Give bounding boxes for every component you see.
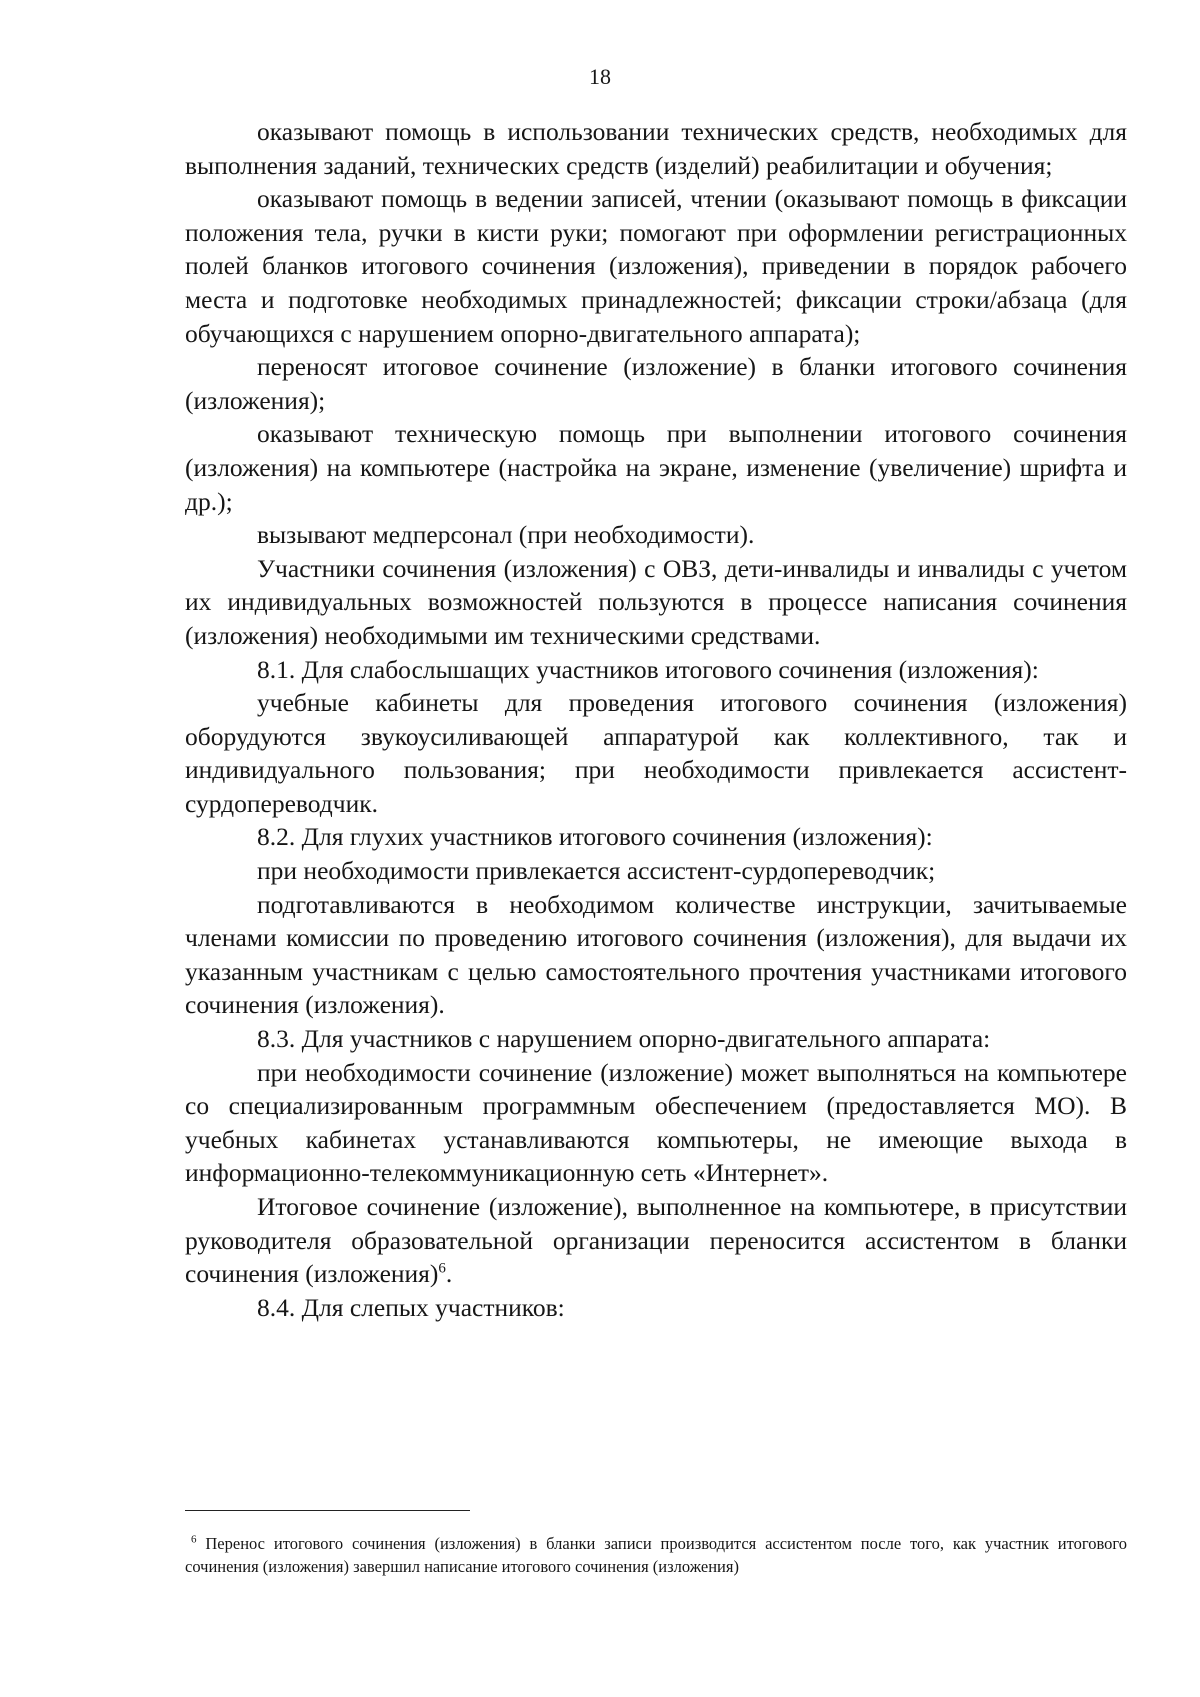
footnote-separator [185,1510,470,1511]
section-heading: 8.2. Для глухих участников итогового сочинения (изложения): [257,822,933,852]
paragraph: оказывают помощь в ведении записей, чтении (оказывают помощь в фиксации положения тела, ручки в кисти руки; помогают при оформлении регистрационных полей бланков итогового сочинения (изложения), приведении в порядок рабочего места и подготовке необходимых принадлежностей; фиксации строки/абзаца (для обучающихся с нарушением опорно-двигательного аппарата); [185,184,1127,348]
section-heading: 8.1. Для слабослышащих участников итогового сочинения (изложения): [257,654,1039,684]
section-heading: 8.4. Для слепых участников: [257,1292,565,1322]
paragraph: при необходимости привлекается ассистент-сурдопереводчик; [257,856,936,886]
paragraph: вызывают медперсонал (при необходимости). [257,520,755,550]
footnote [185,1532,1127,1578]
paragraph-text: Итоговое сочинение (изложение), выполненное на компьютере, в присутствии руководителя образовательной организации переносится ассистентом в бланки сочинения (изложения) [185,1192,1127,1289]
paragraph: подготавливаются в необходимом количестве инструкции, зачитываемые членами комиссии по проведению итогового сочинения (изложения), для выдачи их указанным участникам с целью самостоятельного прочтения участниками итогового сочинения (изложения). [185,889,1127,1020]
body-text [185,115,1127,1324]
paragraph: оказывают помощь в использовании технических средств, необходимых для выполнения заданий, технических средств (изделий) реабилитации и обучения; [185,117,1127,180]
paragraph: оказывают техническую помощь при выполнении итогового сочинения (изложения) на компьютере (настройка на экране, изменение (увеличение) шрифта и др.); [185,419,1127,516]
footnote-marker: 6 [191,1533,197,1546]
paragraph-with-footnote-ref [185,1190,1127,1291]
footnote-text: Перенос итогового сочинения (изложения) в бланки записи производится ассистентом после того, как участник итогового сочинения (изложения) завершил написание итогового сочинения (изложения) [185,1534,1128,1576]
paragraph: при необходимости сочинение (изложение) может выполняться на компьютере со специализированным программным обеспечением (предоставляется МО). В учебных кабинетах устанавливаются компьютеры, не имеющие выхода в информационно-телекоммуникационную сеть «Интернет». [185,1057,1127,1188]
paragraph: учебные кабинеты для проведения итогового сочинения (изложения) оборудуются звукоусиливающей аппаратурой как коллективного, так и индивидуального пользования; при необходимости привлекается ассистент-сурдопереводчик. [185,688,1127,818]
paragraph: Участники сочинения (изложения) с ОВЗ, дети-инвалиды и инвалиды с учетом их индивидуальных возможностей пользуются в процессе написания сочинения (изложения) необходимыми им техническими средствами. [185,553,1127,650]
section-heading: 8.3. Для участников с нарушением опорно-двигательного аппарата: [257,1024,991,1054]
footnote-reference[interactable]: 6 [438,1260,446,1277]
paragraph: переносят итоговое сочинение (изложение) в бланки итогового сочинения (изложения); [185,352,1127,415]
period: . [445,1259,453,1289]
page-number: 18 [589,64,611,89]
